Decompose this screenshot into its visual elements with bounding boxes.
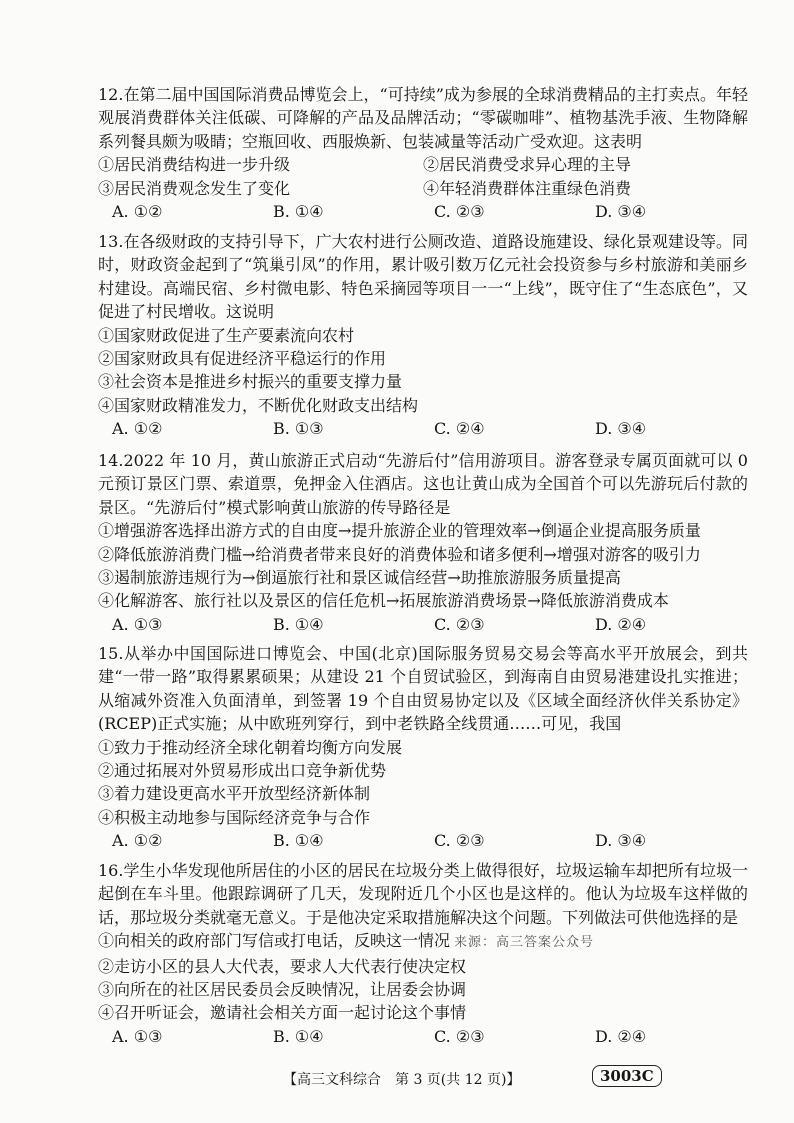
choice-a: A. ①② [112, 202, 163, 222]
option-row [98, 153, 748, 176]
answer-choices [98, 1025, 748, 1048]
option-3: ③遏制旅游违规行为→倒逼旅行社和景区诚信经营→助推旅游服务质量提高 [98, 568, 621, 588]
option-4: ④召开听证会，邀请社会相关方面一起讨论这个事情 [98, 1003, 467, 1023]
choice-c: C. ②③ [434, 1026, 485, 1046]
option-3: ③社会资本是推进乡村振兴的重要支撑力量 [98, 372, 403, 392]
choice-c: C. ②③ [434, 202, 485, 222]
option-2: ②走访小区的县人大代表，要求人大代表行使决定权 [98, 956, 467, 976]
question-stem: 15.从举办中国国际进口博览会、中国(北京)国际服务贸易交易会等高水平开放展会，到共建“一带一路”取得累累硕果；从建设 21 个自贸试验区，到海南自由贸易港建设扎实推进；从缩减外资准入负面清单，到签署 19 个自由贸易协定以及《区域全面经济伙伴关系协定》(RCEP)正式实施；从中欧班列穿行，到中老铁路全线贯通……可见，我国 [98, 644, 748, 734]
option-1: ①增强游客选择出游方式的自由度→提升旅游企业的管理效率→倒逼企业提高服务质量 [98, 521, 701, 541]
choice-c: C. ②④ [434, 419, 485, 439]
option-4: ④积极主动地参与国际经济竞争与合作 [98, 807, 371, 827]
question-15 [98, 642, 748, 853]
choice-c: C. ②③ [434, 831, 485, 851]
answer-choices [98, 613, 748, 636]
option-4: ④国家财政精准发力，不断优化财政支出结构 [98, 395, 419, 415]
option-1: ①向相关的政府部门写信或打电话，反映这一情况 来源：高三答案公众号 [98, 931, 595, 951]
option-2: ②通过拓展对外贸易形成出口竞争新优势 [98, 761, 387, 781]
choice-b: B. ①③ [273, 419, 324, 439]
option-1: ①居民消费结构进一步升级 [98, 155, 291, 175]
choice-d: D. ②④ [595, 614, 647, 634]
option-row [98, 177, 748, 200]
choice-a: A. ①③ [112, 614, 163, 634]
choice-b: B. ①④ [273, 1026, 324, 1046]
option-4: ④年轻消费群体注重绿色消费 [423, 178, 632, 198]
choice-d: D. ②④ [595, 1026, 647, 1046]
option-1: ①致力于推动经济全球化朝着均衡方向发展 [98, 737, 403, 757]
choice-a: A. ①② [112, 419, 163, 439]
choice-a: A. ①② [112, 831, 163, 851]
page-number: 【高三文科综合 第 3 页(共 12 页)】 [283, 1072, 521, 1088]
option-4: ④化解游客、旅行社以及景区的信任危机→拓展旅游消费场景→降低旅游消费成本 [98, 591, 669, 611]
option-3: ③着力建设更高水平开放型经济新体制 [98, 784, 371, 804]
question-stem: 14.2022 年 10 月，黄山旅游正式启动“先游后付”信用游项目。游客登录专属页面就可以 0 元预订景区门票、索道票，免押金入住酒店。这也让黄山成为全国首个可以先游玩后付款的景区。“先游后付”模式影响黄山旅游的传导路径是 [98, 451, 748, 517]
answer-choices [98, 829, 748, 852]
choice-d: D. ③④ [595, 419, 647, 439]
question-16 [98, 859, 748, 1048]
answer-choices [98, 417, 748, 440]
question-stem: 16.学生小华发现他所居住的小区的居民在垃圾分类上做得很好，垃圾运输车却把所有垃圾一起倒在车斗里。他跟踪调研了几天，发现附近几个小区也是这样的。他认为垃圾车这样做的话，那垃圾分类就毫无意义。于是他决定采取措施解决这个问题。下列做法可供他选择的是 [98, 861, 748, 927]
option-3: ③居民消费观念发生了变化 [98, 178, 291, 198]
option-3: ③向所在的社区居民委员会反映情况，让居委会协调 [98, 980, 467, 1000]
choice-b: B. ①④ [273, 614, 324, 634]
paper-code-badge: 3003C [592, 1065, 662, 1087]
choice-a: A. ①③ [112, 1026, 163, 1046]
question-stem: 13.在各级财政的支持引导下，广大农村进行公厕改造、道路设施建设、绿化景观建设等。同时，财政资金起到了“筑巢引凤”的作用，累计吸引数万亿元社会投资参与乡村旅游和美丽乡村建设。高端民宿、乡村微电影、特色采摘园等项目一一“上线”，既守住了“生态底色”，又促进了村民增收。这说明 [98, 232, 748, 322]
option-2: ②国家财政具有促进经济平稳运行的作用 [98, 349, 387, 369]
source-note: 来源：高三答案公众号 [454, 935, 595, 951]
option-2: ②降低旅游消费门槛→给消费者带来良好的消费体验和诸多便利→增强对游客的吸引力 [98, 544, 701, 564]
choice-d: D. ③④ [595, 202, 647, 222]
page-footer [0, 1065, 794, 1095]
choice-d: D. ③④ [595, 831, 647, 851]
answer-choices [98, 200, 748, 223]
option-1: ①国家财政促进了生产要素流向农村 [98, 325, 355, 345]
choice-b: B. ①④ [273, 202, 324, 222]
question-12 [98, 83, 748, 223]
choice-b: B. ①④ [273, 831, 324, 851]
question-13 [98, 230, 748, 441]
choice-c: C. ②③ [434, 614, 485, 634]
question-14 [98, 449, 748, 636]
question-stem: 12.在第二届中国国际消费品博览会上，“可持续”成为参展的全球消费精品的主打卖点。年轻观展消费群体关注低碳、可降解的产品及品牌活动；“零碳咖啡”、植物基洗手液、生物降解系列餐具颇为吸睛；空瓶回收、西服焕新、包装减量等活动广受欢迎。这表明 [98, 85, 748, 151]
option-2: ②居民消费受求异心理的主导 [423, 155, 632, 175]
